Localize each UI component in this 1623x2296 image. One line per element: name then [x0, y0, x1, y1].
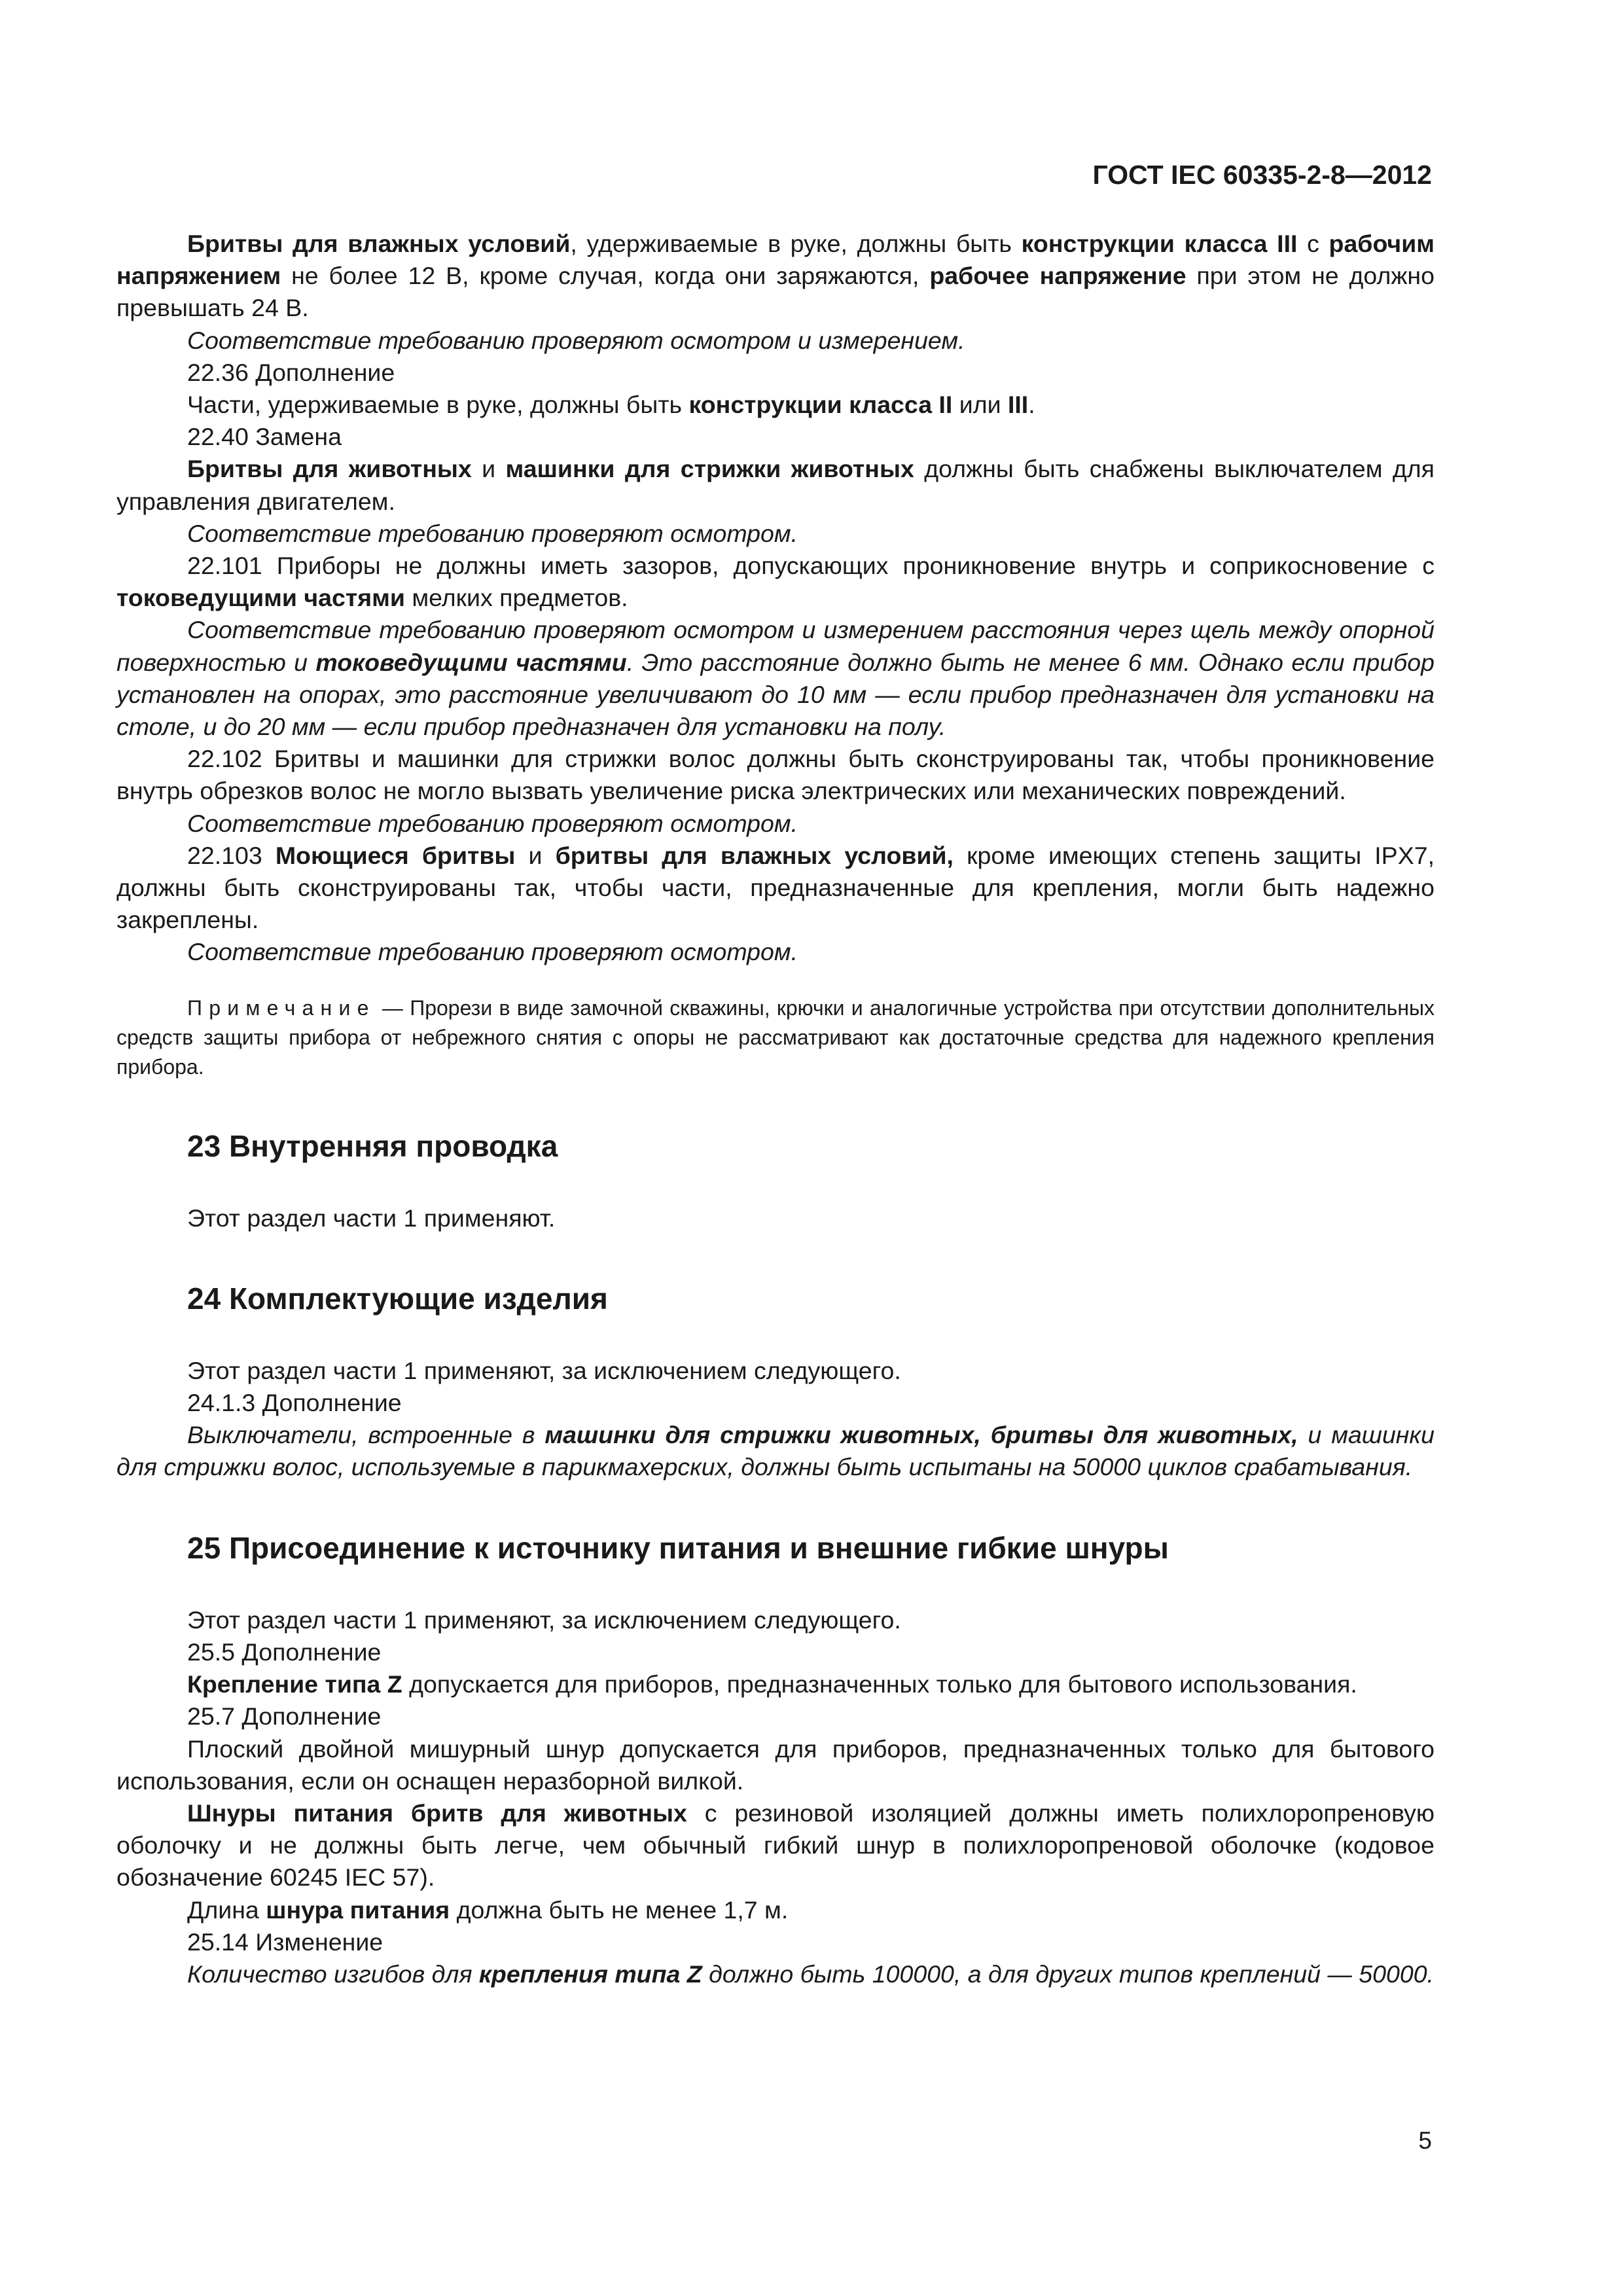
text-run: Длина — [187, 1895, 266, 1924]
term: Крепление типа Z — [187, 1670, 402, 1698]
paragraph — [116, 1958, 1435, 1990]
term: III — [1007, 391, 1029, 419]
compliance-check: Соответствие требованию проверяют осмотром и измерением. — [187, 326, 965, 354]
paragraph — [116, 550, 1435, 614]
text-run: . — [1028, 391, 1035, 419]
text-run: с — [1297, 230, 1329, 257]
text-run: должны быть снабжены выключателем для управления двигателем. — [116, 455, 1435, 515]
text-run: мелких предметов. — [404, 584, 628, 612]
compliance-check: Соответствие требованию проверяют осмотром. — [187, 938, 798, 966]
text-run: и машинки для стрижки волос, используемые в парикмахерских, должны быть испытаны на 50000 циклов срабатывания. — [116, 1421, 1435, 1481]
section-heading-25: 25 Присоединение к источнику питания и внешние гибкие шнуры — [187, 1530, 1169, 1565]
document-header: ГОСТ IEC 60335-2-8—2012 — [1092, 160, 1432, 190]
clause-heading: 25.7 Дополнение — [187, 1702, 382, 1731]
term: машинки для стрижки животных, бритвы для животных, — [544, 1421, 1298, 1449]
term: рабочее напряжение — [929, 262, 1186, 290]
page-body — [116, 228, 1435, 1990]
text-run: Выключатели, встроенные в — [187, 1421, 545, 1449]
clause-heading: 22.40 Замена — [187, 423, 342, 451]
text-run: Части, удерживаемые в руке, должны быть — [187, 391, 689, 419]
paragraph — [116, 389, 1435, 421]
paragraph: Этот раздел части 1 применяют, за исключением следующего. — [187, 1356, 901, 1384]
text-run: и — [471, 455, 506, 483]
term: крепления типа Z — [478, 1960, 702, 1988]
text-run: 22.101 Приборы не должны иметь зазоров, допускающих проникновение внутрь и соприкосновение с — [187, 552, 1435, 580]
text-run: 22.103 — [187, 841, 276, 869]
compliance-check: Соответствие требованию проверяют осмотром. — [187, 519, 798, 547]
compliance-check: Соответствие требованию проверяют осмотром. — [187, 809, 798, 837]
paragraph: Плоский двойной мишурный шнур допускается для приборов, предназначенных только для бытового использования, если он оснащен неразборной вилкой. — [116, 1734, 1435, 1795]
term: шнура питания — [266, 1895, 450, 1924]
term: Шнуры питания бритв для животных — [187, 1799, 687, 1827]
text-run: или — [952, 391, 1008, 419]
paragraph — [116, 1668, 1435, 1700]
paragraph — [116, 453, 1435, 517]
paragraph — [116, 1894, 1435, 1926]
term: Бритвы для животных — [187, 455, 472, 483]
text-run: , удерживаемые в руке, должны быть — [570, 230, 1022, 257]
section-heading-23: 23 Внутренняя проводка — [187, 1128, 558, 1163]
text-run: при этом не должно превышать 24 В. — [116, 262, 1435, 322]
note — [116, 994, 1435, 1082]
term: бритвы для влажных условий, — [555, 841, 954, 869]
text-run: и — [515, 841, 556, 869]
section-heading-24: 24 Комплектующие изделия — [187, 1281, 608, 1316]
text-run: допускается для приборов, предназначенных только для бытового использования. — [402, 1670, 1357, 1698]
term: машинки для стрижки животных — [505, 455, 914, 483]
note-text: — Прорези в виде замочной скважины, крючки и аналогичные устройства при отсутствии дополнительных средств защиты прибора от небрежного снятия с опоры не рассматривают как достаточные средства для надежного крепления прибора. — [116, 996, 1435, 1079]
clause-heading: 24.1.3 Дополнение — [187, 1389, 402, 1417]
term: Бритвы для влажных условий — [187, 230, 571, 257]
clause-heading: 25.14 Изменение — [187, 1928, 383, 1956]
term: токоведущими частями — [116, 584, 405, 612]
term: конструкции класса III — [1021, 230, 1298, 257]
paragraph — [116, 840, 1435, 937]
text-run: . Это расстояние должно быть не менее 6 мм. Однако если прибор установлен на опорах, это расстояние увеличивают до 10 мм — если прибор предназначен для установки на столе, и до 20 мм — если прибор предназначен для установки на полу. — [116, 648, 1435, 741]
paragraph-wet-shavers — [116, 228, 1435, 325]
paragraph: 22.102 Бритвы и машинки для стрижки волос должны быть сконструированы так, чтобы проникновение внутрь обрезков волос не могло вызвать увеличение риска электрических или механических повреждений. — [116, 745, 1435, 805]
term: рабочим напряжением — [116, 230, 1435, 290]
text-run: должна быть не менее 1,7 м. — [450, 1895, 789, 1924]
text-run: Количество изгибов для — [187, 1960, 479, 1988]
clause-heading: 25.5 Дополнение — [187, 1638, 382, 1666]
text-run: не более 12 В, кроме случая, когда они заряжаются, — [281, 262, 930, 290]
text-run: Соответствие требованию проверяют осмотром и измерением расстояния через щель между опорной поверхностью и — [116, 616, 1435, 676]
paragraph — [116, 1797, 1435, 1894]
paragraph: Этот раздел части 1 применяют. — [187, 1204, 556, 1232]
clause-heading: 22.36 Дополнение — [187, 358, 395, 386]
paragraph: Этот раздел части 1 применяют, за исключением следующего. — [187, 1605, 901, 1634]
text-run: должно быть 100000, а для других типов креплений — 50000. — [702, 1960, 1434, 1988]
text-run: с резиновой изоляцией должны иметь полихлоропреновую оболочку и не должны быть легче, чем обычный гибкий шнур в полихлоропреновой оболочке (кодовое обозначение 60245 IEC 57). — [116, 1799, 1435, 1892]
paragraph — [116, 1419, 1435, 1483]
term: конструкции класса II — [688, 391, 953, 419]
note-label: Примечание — [187, 996, 376, 1020]
term: Моющиеся бритвы — [275, 841, 516, 869]
term: токоведущими частями — [315, 648, 627, 676]
page-number: 5 — [1418, 2127, 1432, 2154]
text-run: кроме имеющих степень защиты IPX7, должны быть сконструированы так, чтобы части, предназначенные для крепления, могли быть надежно закреплены. — [116, 841, 1435, 934]
compliance-check — [116, 614, 1435, 743]
